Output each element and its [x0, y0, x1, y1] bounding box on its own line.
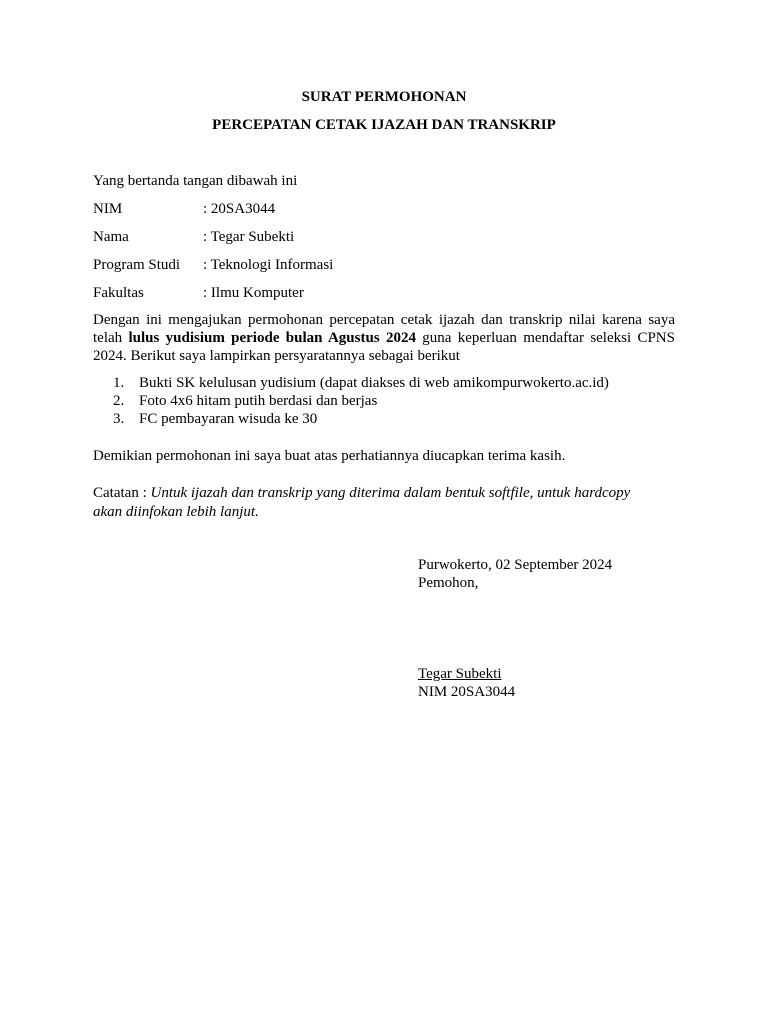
note-text: Untuk ijazah dan transkrip yang diterima dalam bentuk softfile, untuk hardcopy akan diinfokan lebih lanjut.: [93, 485, 631, 520]
list-item-text: Bukti SK kelulusan yudisium (dapat diakses di web amikompurwokerto.ac.id): [139, 375, 609, 391]
field-label: Fakultas: [93, 285, 144, 301]
letter-subtitle: PERCEPATAN CETAK IJAZAH DAN TRANSKRIP: [212, 117, 556, 133]
field-row-nim: [93, 200, 333, 228]
field-value: : Tegar Subekti: [203, 229, 295, 245]
place-date: Purwokerto, 02 September 2024: [418, 557, 613, 573]
body-text-bold: lulus yudisium periode bulan Agustus 2024: [128, 330, 416, 346]
closing-statement: Demikian permohonan ini saya buat atas perhatiannya diucapkan terima kasih.: [93, 448, 566, 464]
field-label: Program Studi: [93, 257, 181, 273]
list-item-number: 2.: [113, 393, 125, 409]
intro-text: Yang bertanda tangan dibawah ini: [93, 173, 298, 189]
note-label: Catatan :: [93, 485, 151, 501]
requirements-list: [113, 374, 609, 428]
list-item: [113, 410, 609, 428]
field-row-program-studi: [93, 256, 333, 284]
body-text-part1: Dengan ini mengajukan permohonan percepatan cetak ijazah dan transkrip nilai karena saya telah: [93, 312, 675, 346]
letter-title: SURAT PERMOHONAN: [301, 89, 467, 105]
list-item: [113, 392, 609, 410]
signature-header: [418, 556, 612, 592]
list-item-number: 1.: [113, 375, 125, 391]
field-label: NIM: [93, 201, 123, 217]
identity-fields: [93, 200, 333, 312]
list-item-number: 3.: [113, 411, 125, 427]
field-row-fakultas: [93, 284, 333, 312]
field-value: : Teknologi Informasi: [203, 257, 334, 273]
body-text-part2: guna keperluan mendaftar seleksi CPNS 2024. Berikut saya lampirkan persyaratannya sebagai berikut: [93, 330, 675, 364]
list-item-text: FC pembayaran wisuda ke 30: [139, 411, 318, 427]
field-value: : Ilmu Komputer: [203, 285, 304, 301]
body-paragraph: [93, 311, 675, 365]
field-row-nama: [93, 228, 333, 256]
list-item-text: Foto 4x6 hitam putih berdasi dan berjas: [139, 393, 378, 409]
field-label: Nama: [93, 229, 129, 245]
signer-role: Pemohon,: [418, 575, 479, 591]
list-item: [113, 374, 609, 392]
signature-footer: [418, 665, 515, 701]
note: [93, 484, 663, 522]
signer-name: Tegar Subekti: [418, 666, 502, 682]
field-value: : 20SA3044: [203, 201, 276, 217]
signer-nim: NIM 20SA3044: [418, 684, 516, 700]
